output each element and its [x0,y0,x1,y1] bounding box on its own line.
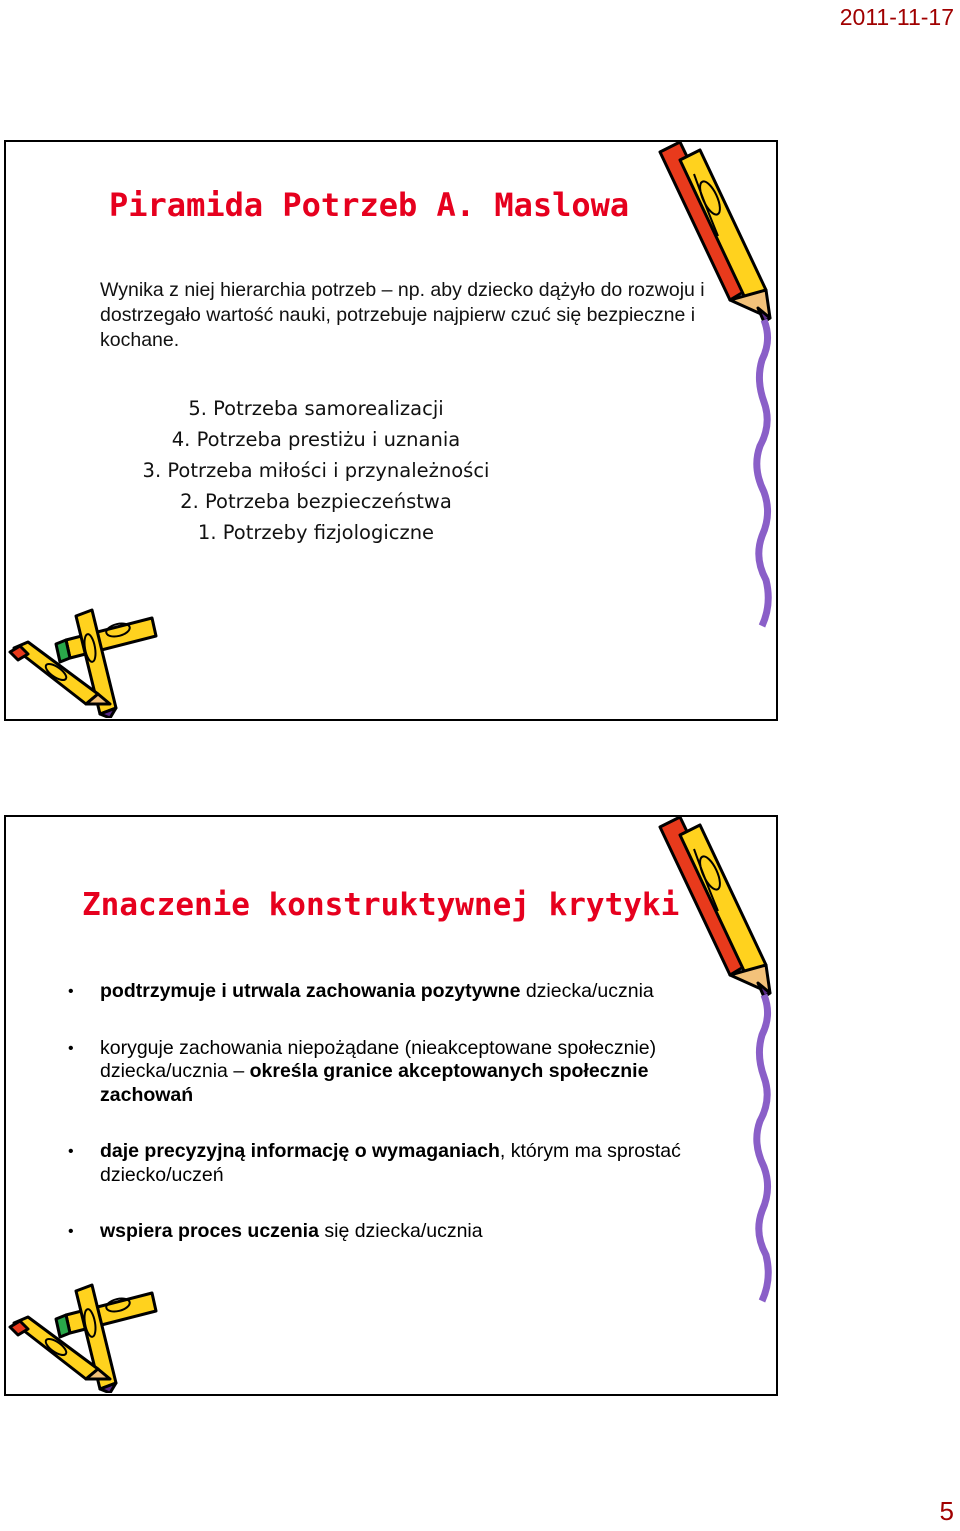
bold-text: wspiera proces uczenia [100,1220,319,1242]
need-level: 5. Potrzeba samorealizacji [188,397,444,420]
list-item [68,1037,708,1108]
pencils-clipart-icon [6,1283,166,1393]
need-level: 2. Potrzeba bezpieczeństwa [180,490,452,513]
list-item [68,1220,708,1244]
list-item [68,980,708,1004]
pencil-clipart-icon [646,815,786,1375]
text: dziecka/ucznia [520,980,654,1002]
criticism-benefits-list [68,980,708,1277]
needs-hierarchy-list [6,393,626,548]
text: się dziecka/ucznia [318,1220,483,1242]
bold-text: określa granice akceptowanych społecznie zachowań [100,1060,649,1106]
text: koryguje zachowania niepożądane (nieakceptowane społecznie) dziecka/ucznia – [100,1036,657,1082]
need-level: 1. Potrzeby fizjologiczne [197,521,435,544]
slide-maslow-pyramid [4,140,778,721]
page-number: 5 [939,1496,954,1526]
pencils-clipart-icon [6,608,166,718]
bold-text: podtrzymuje i utrwala zachowania pozytywne [100,980,521,1002]
bold-text: daje precyzyjną informację o wymaganiach [100,1140,500,1162]
header-date: 2011-11-17 [839,4,954,30]
text: , którym ma sprostać dziecko/uczeń [100,1140,681,1186]
slide-title: Piramida Potrzeb A. Maslowa [109,186,630,224]
intro-paragraph: Wynika z niej hierarchia potrzeb – np. aby dziecko dążyło do rozwoju i dostrzegało wartość nauki, potrzebuje najpierw czuć się bezpieczne i kochane. [100,279,705,351]
slide-title: Znaczenie konstruktywnej krytyki [82,887,680,923]
pencil-clipart-icon [646,140,786,700]
need-level: 3. Potrzeba miłości i przynależności [142,459,490,482]
need-level: 4. Potrzeba prestiżu i uznania [171,428,461,451]
list-item [68,1140,708,1187]
slide-constructive-criticism [4,815,778,1396]
